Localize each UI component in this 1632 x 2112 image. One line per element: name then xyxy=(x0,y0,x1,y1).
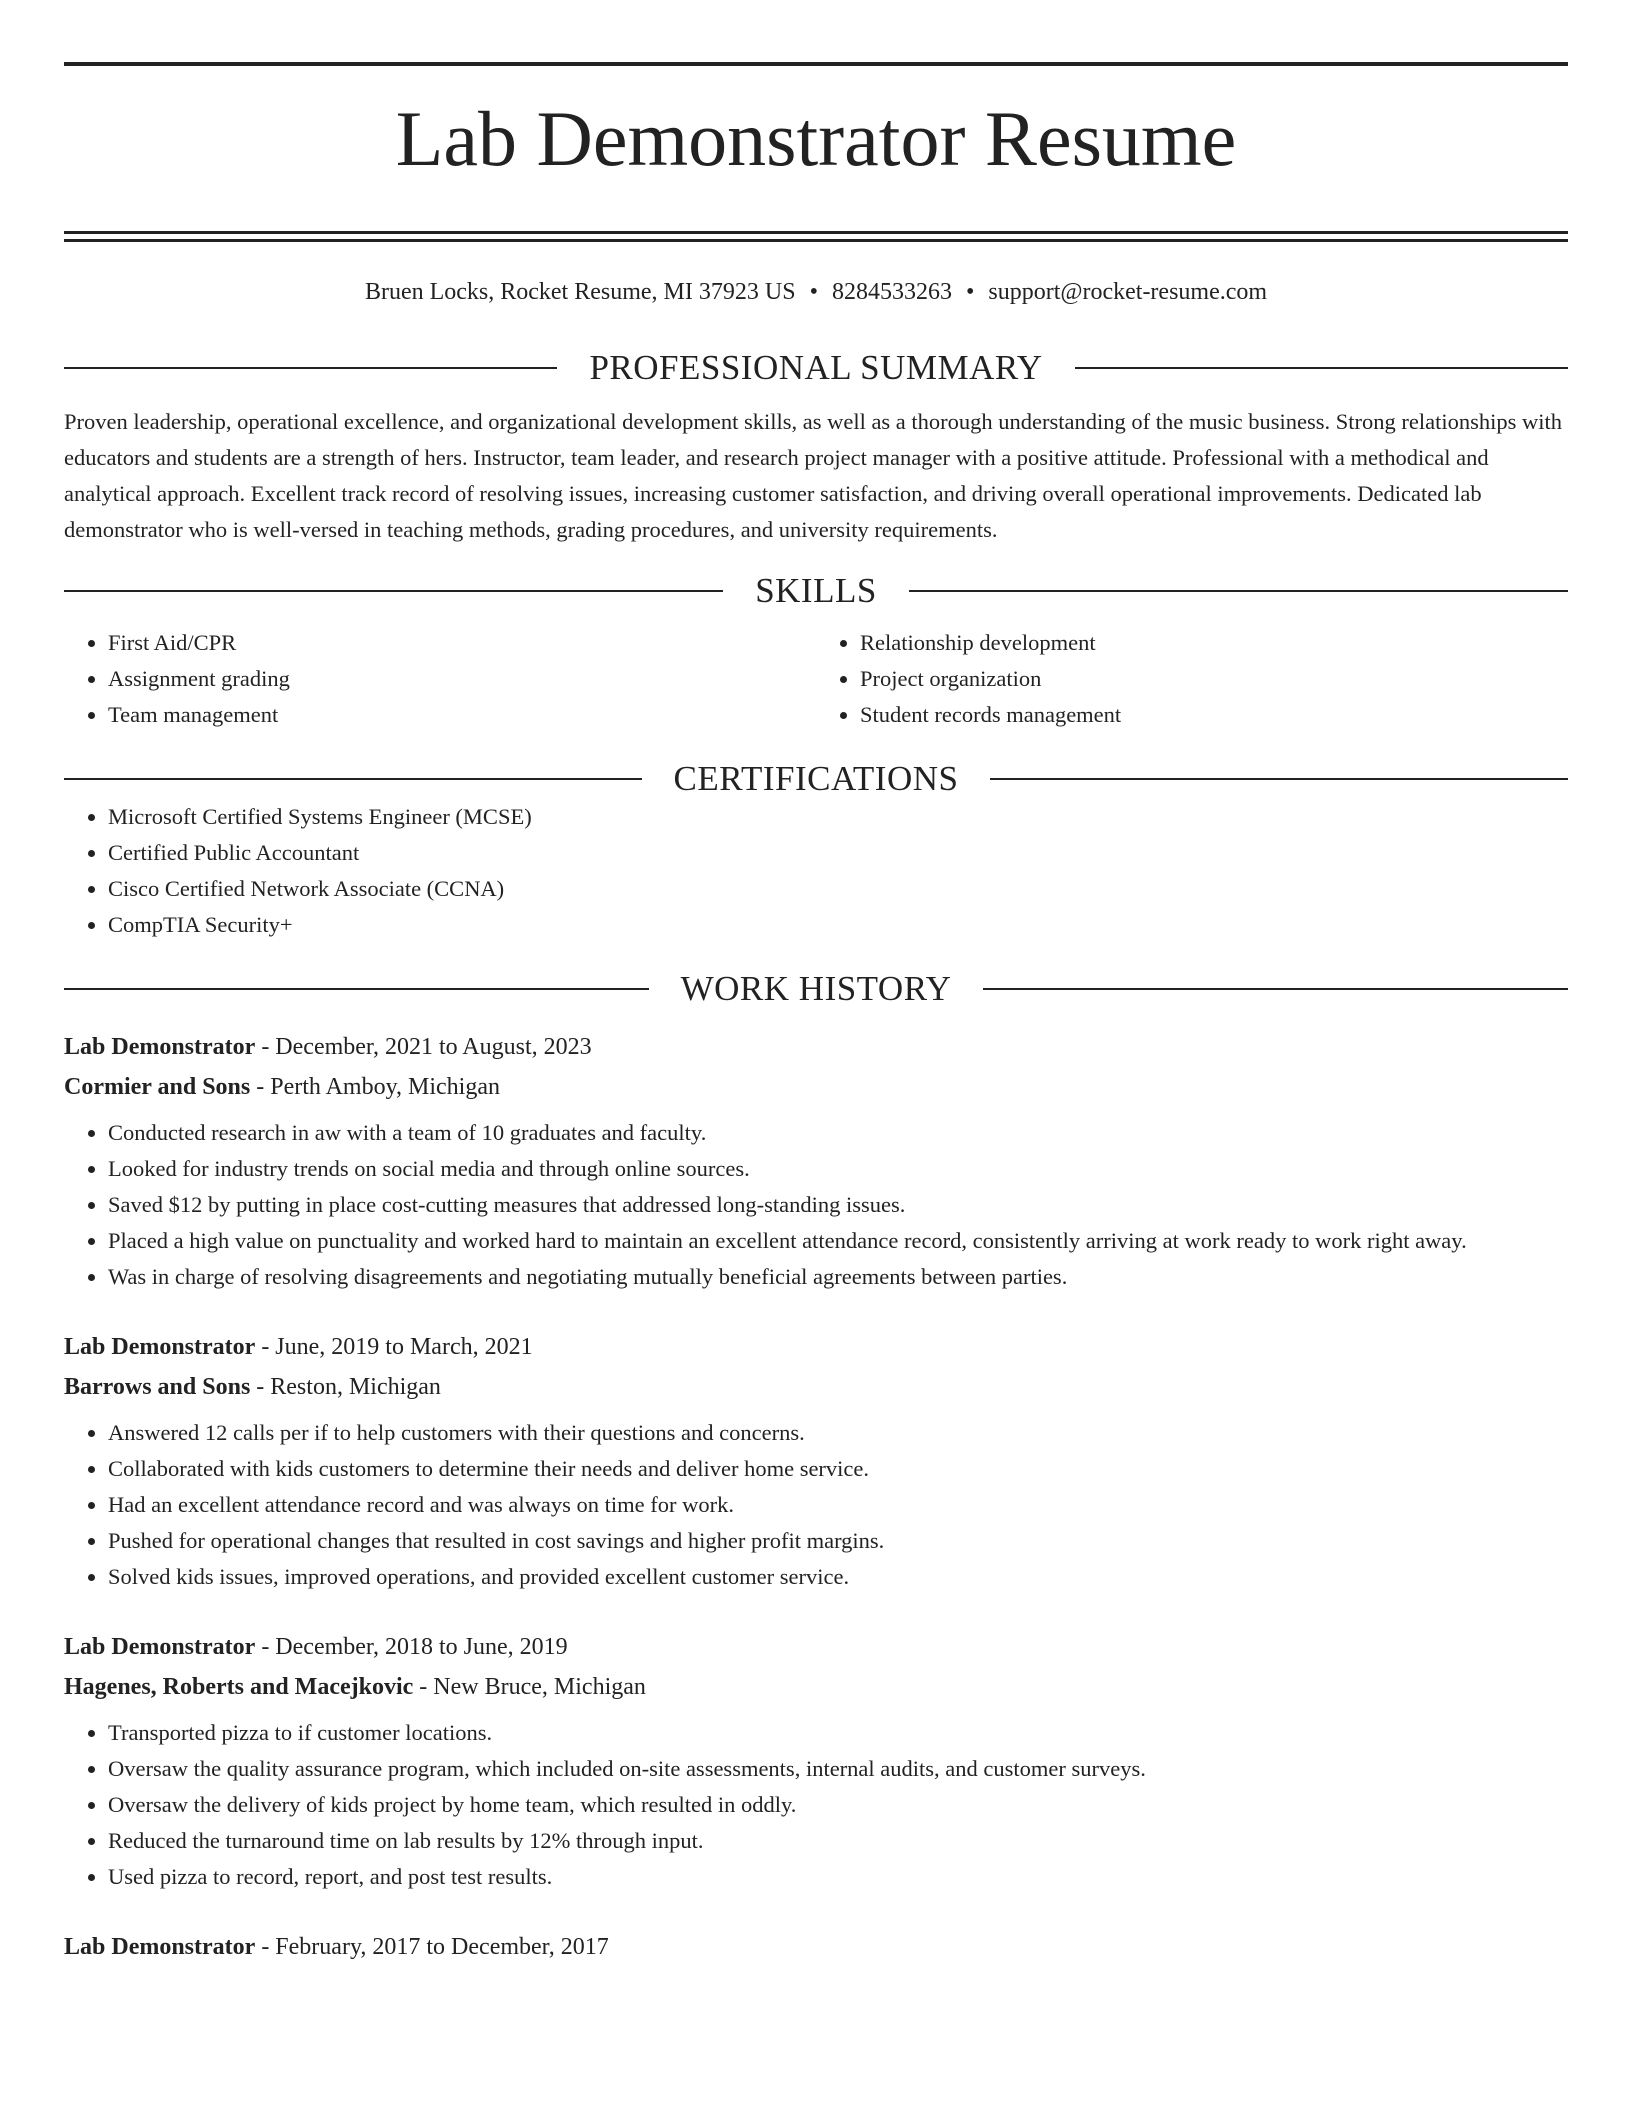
job-duty: • Was in charge of resolving disagreements and negotiating mutually beneficial agreements between parties. xyxy=(108,1259,1568,1295)
certifications-section-heading xyxy=(64,759,1568,799)
certification-item: • Cisco Certified Network Associate (CCNA) xyxy=(108,871,1568,907)
contact-phone: 8284533263 xyxy=(831,279,952,305)
job-duty: • Solved kids issues, improved operations, and provided excellent customer service. xyxy=(108,1559,1568,1595)
job-location: - Perth Amboy, Michigan xyxy=(250,1073,500,1100)
job-dates: - December, 2018 to June, 2019 xyxy=(255,1633,568,1660)
job-duty: • Reduced the turnaround time on lab results by 12% through input. xyxy=(108,1823,1568,1859)
job-entry xyxy=(64,1627,1568,1895)
job-dates: - December, 2021 to August, 2023 xyxy=(255,1033,592,1060)
job-duty: • Oversaw the quality assurance program, which included on-site assessments, internal audits, and customer surveys. xyxy=(108,1751,1568,1787)
job-company: Cormier and Sons xyxy=(64,1073,251,1100)
contact-email: support@rocket-resume.com xyxy=(988,279,1268,305)
title-double-rule xyxy=(64,231,1568,242)
skill-item: • Student records management xyxy=(860,697,1568,733)
job-duty: • Collaborated with kids customers to determine their needs and deliver home service. xyxy=(108,1451,1568,1487)
heading-rule-right xyxy=(990,778,1568,780)
work-history-section-heading xyxy=(64,969,1568,1009)
job-duty: • Oversaw the delivery of kids project by home team, which resulted in oddly. xyxy=(108,1787,1568,1823)
job-dates: - June, 2019 to March, 2021 xyxy=(255,1333,533,1360)
job-title: Lab Demonstrator xyxy=(64,1033,256,1060)
top-rule xyxy=(64,62,1568,66)
job-title-line xyxy=(64,1027,1568,1067)
job-duty: • Used pizza to record, report, and post test results. xyxy=(108,1859,1568,1895)
heading-rule-right xyxy=(909,590,1568,592)
work-history-heading-label: WORK HISTORY xyxy=(680,968,952,1008)
job-duty: • Pushed for operational changes that resulted in cost savings and higher profit margins. xyxy=(108,1523,1568,1559)
job-company-line xyxy=(64,1067,1568,1107)
skills-section-heading xyxy=(64,571,1568,611)
skills-heading-label: SKILLS xyxy=(755,570,877,610)
job-duty: • Had an excellent attendance record and was always on time for work. xyxy=(108,1487,1568,1523)
job-dates: - February, 2017 to December, 2017 xyxy=(255,1933,609,1960)
page-title: Lab Demonstrator Resume xyxy=(395,95,1237,182)
job-company: Barrows and Sons xyxy=(64,1373,251,1400)
contact-separator: • xyxy=(965,279,975,305)
job-duty: • Placed a high value on punctuality and worked hard to maintain an excellent attendance record, consistently arriving at work ready to work right away. xyxy=(108,1223,1568,1259)
job-duty: • Conducted research in aw with a team of 10 graduates and faculty. xyxy=(108,1115,1568,1151)
job-title: Lab Demonstrator xyxy=(64,1633,256,1660)
job-title-line xyxy=(64,1327,1568,1367)
job-company-line xyxy=(64,1367,1568,1407)
skills-list-right xyxy=(816,625,1568,733)
summary-heading-label: PROFESSIONAL SUMMARY xyxy=(589,348,1043,387)
heading-rule-left xyxy=(64,367,557,369)
job-duty: • Transported pizza to if customer locations. xyxy=(108,1715,1568,1751)
skill-item: • Project organization xyxy=(860,661,1568,697)
skills-grid xyxy=(64,625,1568,733)
heading-rule-right xyxy=(1075,367,1568,369)
job-title: Lab Demonstrator xyxy=(64,1333,256,1360)
job-entry xyxy=(64,1927,1568,1967)
certifications-heading-label: CERTIFICATIONS xyxy=(673,758,959,798)
certification-item: • Microsoft Certified Systems Engineer (MCSE) xyxy=(108,799,1568,835)
certification-item: • CompTIA Security+ xyxy=(108,907,1568,943)
summary-section-heading xyxy=(64,348,1568,388)
contact-line xyxy=(64,276,1568,308)
skill-item: • Relationship development xyxy=(860,625,1568,661)
heading-rule-left xyxy=(64,778,642,780)
summary-text: Proven leadership, operational excellence, and organizational development skills, as well as a thorough understanding of the music business. Strong relationships with educators and students are a strength of hers. Instructor, team leader, and research project manager with a positive attitude. Professional with a methodical and analytical approach. Excellent track record of resolving issues, increasing customer satisfaction, and driving overall operational improvements. Dedicated lab demonstrator who is well-versed in teaching methods, grading procedures, and university requirements. xyxy=(64,409,1562,542)
job-title-line xyxy=(64,1927,1568,1967)
heading-rule-left xyxy=(64,988,649,990)
contact-address: Bruen Locks, Rocket Resume, MI 37923 US xyxy=(364,279,796,305)
job-duty: • Answered 12 calls per if to help customers with their questions and concerns. xyxy=(108,1415,1568,1451)
job-duty: • Looked for industry trends on social media and through online sources. xyxy=(108,1151,1568,1187)
certification-item: • Certified Public Accountant xyxy=(108,835,1568,871)
job-duties-list xyxy=(64,1415,1568,1595)
contact-separator: • xyxy=(809,279,818,305)
skill-item: • Team management xyxy=(108,697,816,733)
job-duty: • Saved $12 by putting in place cost-cutting measures that addressed long-standing issues. xyxy=(108,1187,1568,1223)
job-duties-list xyxy=(64,1115,1568,1295)
job-duties-list xyxy=(64,1715,1568,1895)
resume-page xyxy=(64,0,1568,1967)
job-entry xyxy=(64,1027,1568,1295)
heading-rule-left xyxy=(64,590,723,592)
job-location: - Reston, Michigan xyxy=(250,1373,441,1400)
skills-list-left xyxy=(64,625,816,733)
skill-item: • First Aid/CPR xyxy=(108,625,816,661)
job-title: Lab Demonstrator xyxy=(64,1933,256,1960)
job-entry xyxy=(64,1327,1568,1595)
certifications-list xyxy=(64,799,1568,943)
job-company: Hagenes, Roberts and Macejkovic xyxy=(64,1673,414,1700)
job-company-line xyxy=(64,1667,1568,1707)
skill-item: • Assignment grading xyxy=(108,661,816,697)
heading-rule-right xyxy=(983,988,1568,990)
job-location: - New Bruce, Michigan xyxy=(413,1673,646,1700)
job-title-line xyxy=(64,1627,1568,1667)
